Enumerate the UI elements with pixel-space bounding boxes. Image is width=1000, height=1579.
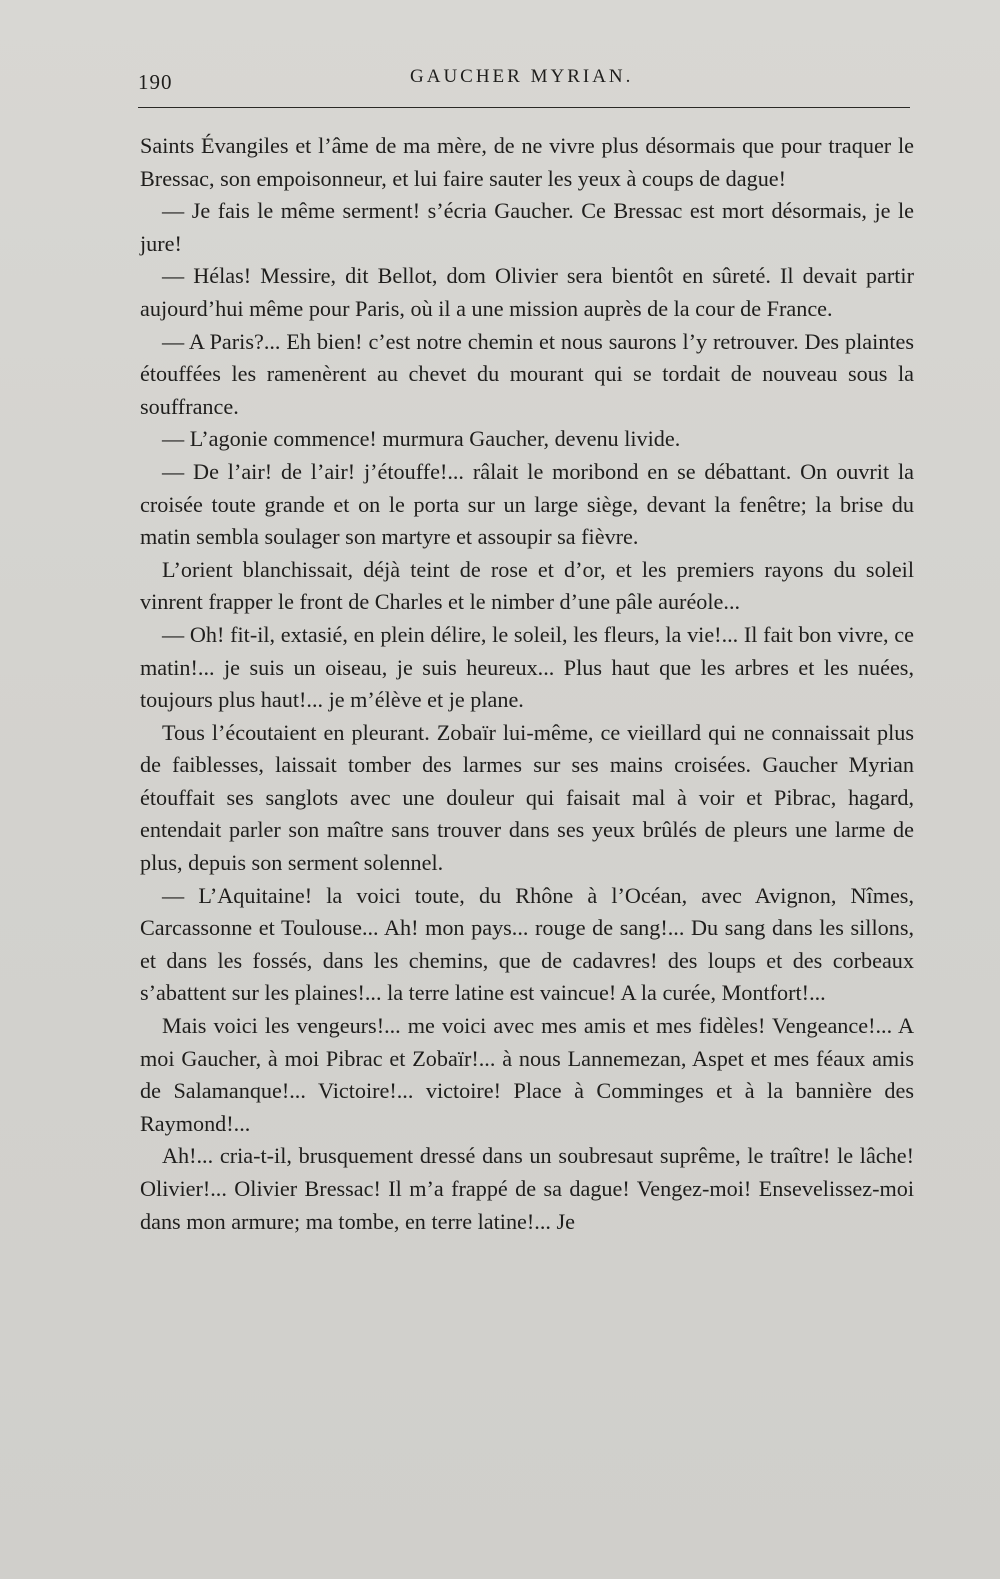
paragraph: — L’Aquitaine! la voici toute, du Rhône à l’Océan, avec Avignon, Nîmes, Carcassonne et Toulouse... Ah! mon pays... rouge de sang!... Du sang dans les sillons, et dans les fossés, dans les chemins, que de cadavres! des loups et des corbeaux s’abattent sur les plaines!... la terre latine est vaincue! A la curée, Montfort!... (140, 882, 914, 1006)
page-number: 190 (138, 70, 173, 94)
running-head (138, 62, 910, 96)
paragraph: — L’agonie commence! murmura Gaucher, devenu livide. (162, 426, 681, 452)
paragraph: L’orient blanchissait, déjà teint de rose et d’or, et les premiers rayons du soleil vinrent frapper le front de Charles et le nimber d’une pâle auréole... (140, 556, 914, 615)
paragraph: Saints Évangiles et l’âme de ma mère, de ne vivre plus désormais que pour traquer le Bressac, son empoisonneur, et lui faire sauter les yeux à coups de dague! (140, 133, 914, 191)
paragraph: — A Paris?... Eh bien! c’est notre chemin et nous saurons l’y retrouver. Des plaintes étouffées les ramenèrent au chevet du mourant qui se tordait de nouveau sous la souffrance. (140, 328, 914, 419)
header-rule (138, 107, 910, 108)
paragraph: Tous l’écoutaient en pleurant. Zobaïr lui-même, ce vieillard qui ne connaissait plus de faiblesses, laissait tomber des larmes sur ses mains croisées. Gaucher Myrian étouffait ses sanglots avec une douleur qui faisait mal à voir et Pibrac, hagard, entendait parler son maître sans trouver dans ses yeux brûlés de pleurs une larme de plus, depuis son serment solennel. (140, 719, 914, 876)
paragraph: — Hélas! Messire, dit Bellot, dom Olivier sera bientôt en sûreté. Il devait partir aujourd’hui même pour Paris, où il a une mission auprès de la cour de France. (140, 263, 914, 321)
paragraph: — Oh! fit-il, extasié, en plein délire, le soleil, les fleurs, la vie!... Il fait bon vivre, ce matin!... je suis un oiseau, je suis heureux... Plus haut que les arbres et les nuées, toujours plus haut!... je m’élève et je plane. (140, 621, 914, 713)
body-text (140, 130, 914, 1238)
paragraph: Ah!... cria-t-il, brusquement dressé dans un soubresaut suprême, le traître! le lâche! Olivier!... Olivier Bressac! Il m’a frappé de sa dague! Vengez-moi! Ensevelissez-moi dans mon armure; ma tombe, en terre latine!... Je (140, 1143, 914, 1234)
paragraph: — De l’air! de l’air! j’étouffe!... râlait le moribond en se débattant. On ouvrit la croisée toute grande et on le porta sur un large siège, devant la fenêtre; la brise du matin sembla soulager son martyre et assoupir sa fièvre. (140, 458, 914, 550)
running-title: GAUCHER MYRIAN. (410, 66, 634, 87)
paragraph: — Je fais le même serment! s’écria Gaucher. Ce Bressac est mort désormais, je le jure! (140, 198, 914, 256)
paragraph: Mais voici les vengeurs!... me voici avec mes amis et mes fidèles! Vengeance!... A moi Gaucher, à moi Pibrac et Zobaïr!... à nous Lannemezan, Aspet et mes féaux amis de Salamanque!... Victoire!... victoire! Place à Comminges et à la bannière des Raymond!... (140, 1013, 914, 1136)
